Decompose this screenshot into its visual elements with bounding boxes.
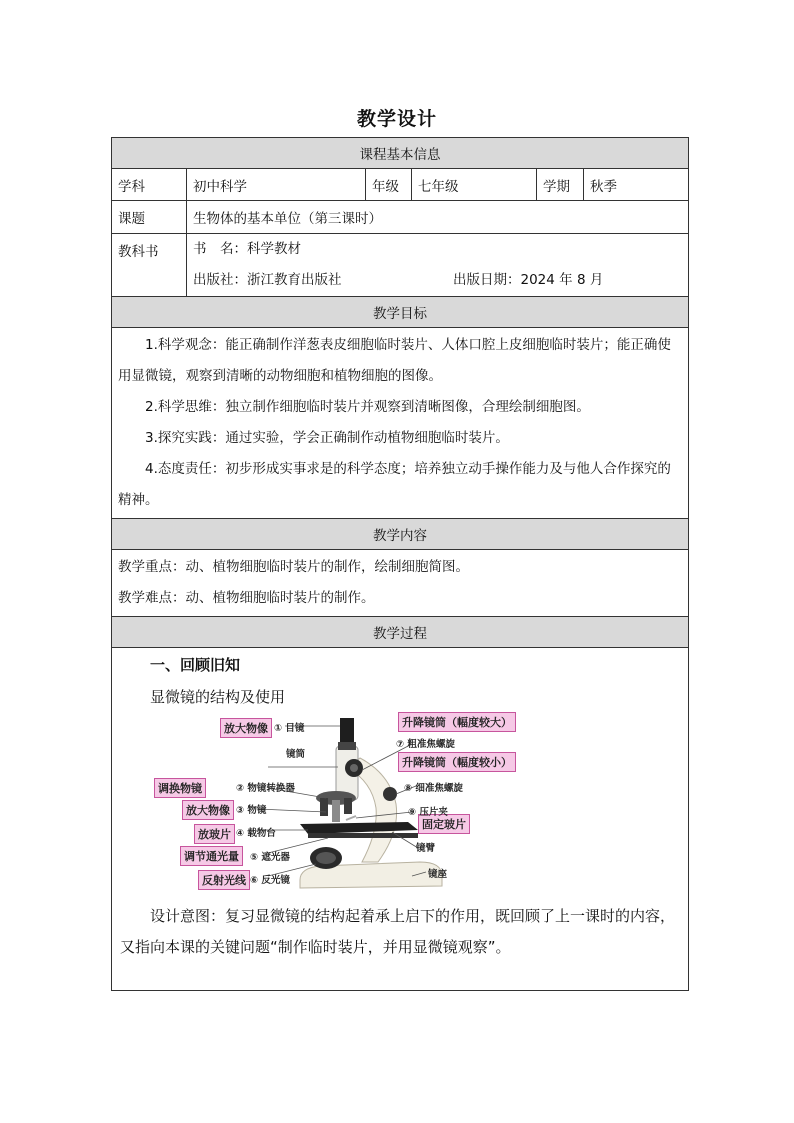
function-tag: 升降镜筒（幅度较大） — [398, 712, 516, 732]
content-body — [112, 550, 689, 617]
function-tag: 固定玻片 — [418, 814, 470, 834]
objective-item: 4.态度责任：初步形成实事求是的科学态度；培养独立动手操作能力及与他人合作探究的精神。 — [118, 461, 671, 508]
function-tag: 反射光线 — [198, 870, 250, 890]
section-subtitle: 显微镜的结构及使用 — [150, 688, 286, 706]
part-label: 镜筒 — [286, 749, 306, 760]
term-value: 秋季 — [584, 169, 689, 201]
section-title: 一、回顾旧知 — [150, 656, 241, 674]
grade-label: 年级 — [366, 169, 412, 201]
book-name: 书 名：科学教材 — [193, 241, 301, 257]
content-header: 教学内容 — [112, 519, 689, 550]
basic-info-header: 课程基本信息 — [112, 138, 689, 169]
textbook-label: 教科书 — [112, 234, 187, 297]
part-label: ⑤ 遮光器 — [250, 852, 290, 863]
part-label: 镜臂 — [416, 843, 436, 854]
lesson-plan-table — [111, 137, 689, 991]
design-intent: 设计意图：复习显微镜的结构起着承上启下的作用，既回顾了上一课时的内容，又指向本课的关键问题“制作临时装片，并用显微镜观察”。 — [120, 907, 676, 956]
difficulty: 教学难点：动、植物细胞临时装片的制作。 — [118, 590, 375, 606]
objective-item: 3.探究实践：通过实验，学会正确制作动植物细胞临时装片。 — [145, 430, 509, 446]
function-tag: 放大物像 — [220, 718, 272, 738]
grade-value: 七年级 — [412, 169, 537, 201]
process-header: 教学过程 — [112, 617, 689, 648]
part-label: 镜座 — [428, 869, 448, 880]
function-tag: 放大物像 — [182, 800, 234, 820]
objectives-body — [112, 328, 689, 519]
publish-row — [193, 265, 682, 296]
part-label: ⑧ 细准焦螺旋 — [404, 783, 463, 794]
function-tag: 升降镜筒（幅度较小） — [398, 752, 516, 772]
part-label: ⑨ 压片夹 — [408, 807, 448, 818]
key-point: 教学重点：动、植物细胞临时装片的制作，绘制细胞简图。 — [118, 559, 469, 575]
function-tag: 调换物镜 — [154, 778, 206, 798]
part-label: ① 目镜 — [274, 723, 305, 734]
function-tag: 调节通光量 — [180, 846, 243, 866]
term-label: 学期 — [537, 169, 584, 201]
objective-item: 1.科学观念：能正确制作洋葱表皮细胞临时装片、人体口腔上皮细胞临时装片；能正确使用显微镜，观察到清晰的动物细胞和植物细胞的图像。 — [118, 337, 671, 384]
microscope-figure — [150, 712, 550, 896]
publish-date: 出版日期：2024 年 8 月 — [453, 272, 604, 288]
function-tag: 放玻片 — [194, 824, 235, 844]
part-label: ② 物镜转换器 — [236, 783, 295, 794]
objective-item: 2.科学思维：独立制作细胞临时装片并观察到清晰图像，合理绘制细胞图。 — [145, 399, 590, 415]
process-body — [112, 648, 689, 991]
subject-value: 初中科学 — [187, 169, 366, 201]
textbook-info — [187, 234, 689, 297]
objectives-header: 教学目标 — [112, 297, 689, 328]
part-label: ⑦ 粗准焦螺旋 — [396, 739, 455, 750]
topic-value: 生物体的基本单位（第三课时） — [187, 201, 689, 234]
part-label: ④ 载物台 — [236, 828, 276, 839]
part-label: ③ 物镜 — [236, 805, 267, 816]
subject-label: 学科 — [112, 169, 187, 201]
publisher: 出版社：浙江教育出版社 — [193, 272, 342, 288]
part-label: ⑥ 反光镜 — [250, 875, 290, 886]
document-title: 教学设计 — [356, 108, 437, 130]
topic-label: 课题 — [112, 201, 187, 234]
